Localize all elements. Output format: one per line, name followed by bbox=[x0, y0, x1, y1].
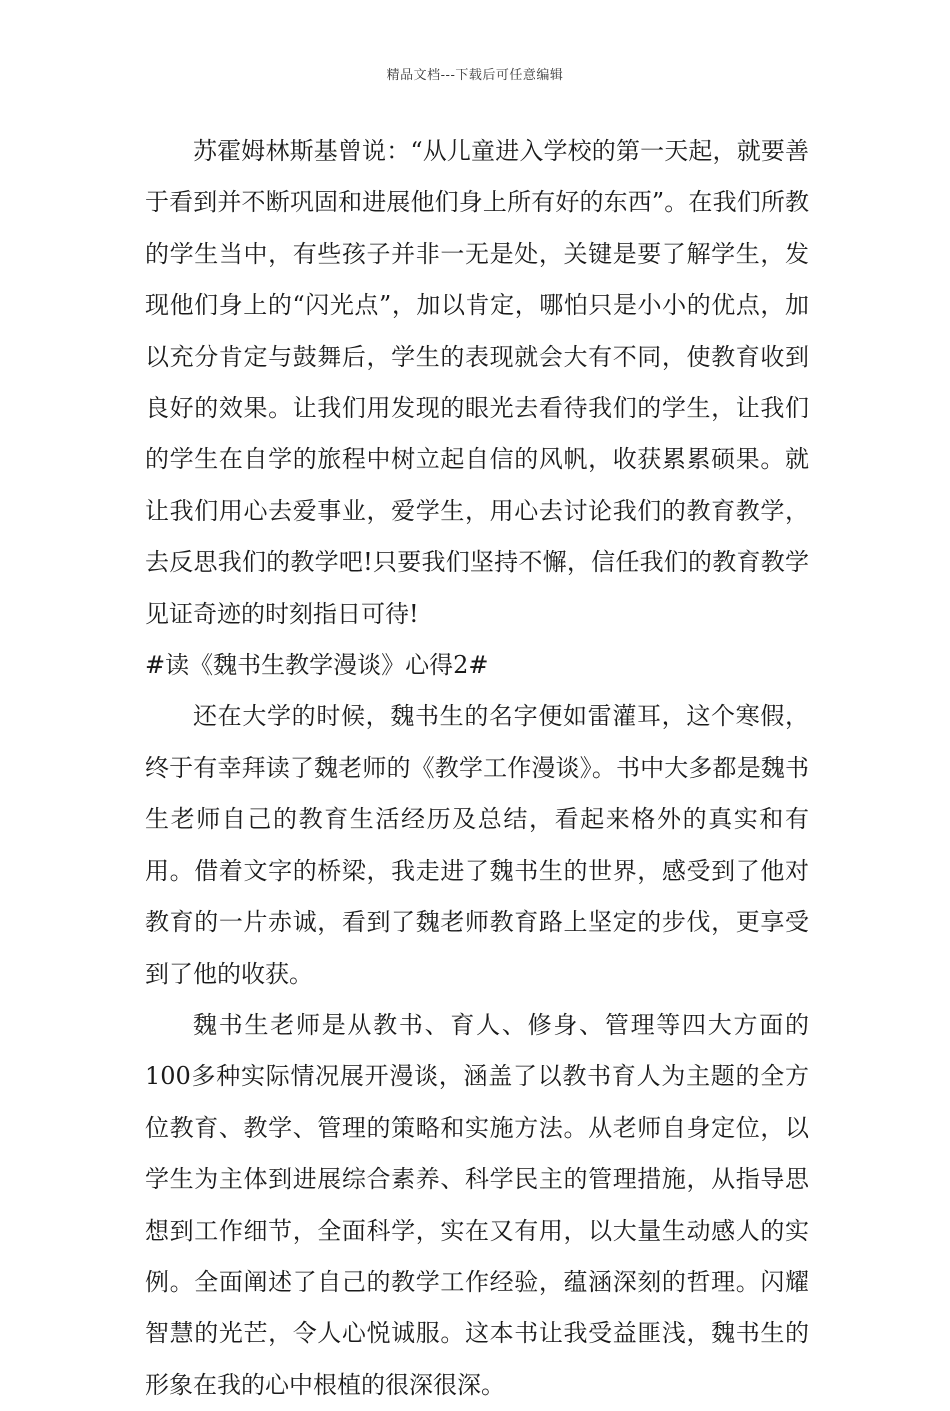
paragraph-1: 苏霍姆林斯基曾说：“从儿童进入学校的第一天起，就要善于看到并不断巩固和进展他们身上所有好的东西”。在我们所教的学生当中，有些孩子并非一无是处，关键是要了解学生，发现他们身上的“闪光点”，加以肯定，哪怕只是小小的优点，加以充分肯定与鼓舞后，学生的表现就会大有不同，使教育收到良好的效果。让我们用发现的眼光去看待我们的学生，让我们的学生在自学的旅程中树立起自信的风帆，收获累累硕果。就让我们用心去爱事业，爱学生，用心去讨论我们的教育教学，去反思我们的教学吧!只要我们坚持不懈，信任我们的教育教学见证奇迹的时刻指日可待! bbox=[145, 137, 809, 628]
paragraph-2: 还在大学的时候，魏书生的名字便如雷灌耳，这个寒假，终于有幸拜读了魏老师的《教学工作漫谈》。书中大多都是魏书生老师自己的教育生活经历及总结，看起来格外的真实和有用。借着文字的桥梁，我走进了魏书生的世界，感受到了他对教育的一片赤诚，看到了魏老师教育路上坚定的步伐，更享受到了他的收获。 bbox=[145, 702, 809, 988]
document-body bbox=[145, 126, 809, 1411]
page-header: 精品文档---下载后可任意编辑 bbox=[386, 68, 564, 83]
paragraph-3: 魏书生老师是从教书、育人、修身、管理等四大方面的100多种实际情况展开漫谈，涵盖了以教书育人为主题的全方位教育、教学、管理的策略和实施方法。从老师自身定位，以学生为主体到进展综合素养、科学民主的管理措施，从指导思想到工作细节，全面科学，实在又有用，以大量生动感人的实例。全面阐述了自己的教学工作经验，蕴涵深刻的哲理。闪耀智慧的光芒，令人心悦诚服。这本书让我受益匪浅，魏书生的形象在我的心中根植的很深很深。 bbox=[145, 1010, 809, 1399]
section-heading: #读《魏书生教学漫谈》心得2# bbox=[145, 651, 489, 680]
